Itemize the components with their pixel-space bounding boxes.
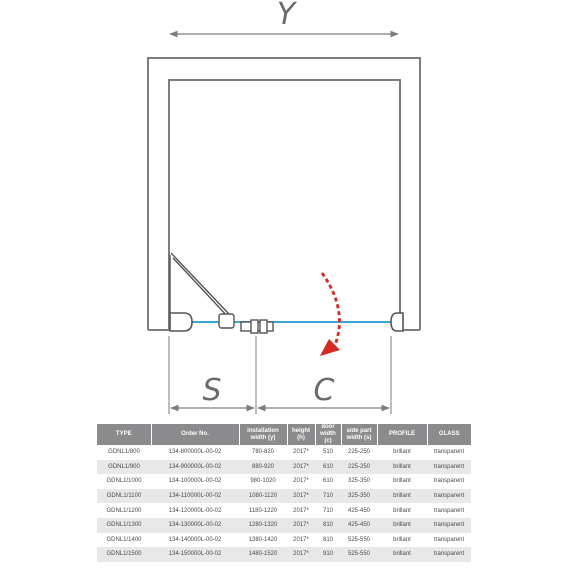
cell-height: 2017* — [287, 547, 315, 562]
door-width-label: C — [313, 373, 335, 408]
cell-type: GDNL1/1200 — [106, 507, 142, 514]
table-row — [97, 518, 471, 533]
cell-type: GDNL1/900 — [97, 460, 151, 475]
side-panel-hinge — [219, 314, 234, 328]
left-wall-profile — [170, 313, 192, 331]
cell-door-width: 910 — [315, 547, 341, 562]
cell-profile: brillant — [377, 518, 427, 533]
cell-type: GDNL1/1500 — [97, 547, 151, 562]
column-header-door-width: door width (c) — [315, 424, 341, 445]
cell-profile: brillant — [377, 489, 427, 504]
cell-height: 2017* — [287, 489, 315, 504]
cell-order-no: 134-150000L-00-02 — [151, 547, 239, 562]
cell-side-part-width: 425-450 — [341, 518, 377, 533]
cell-height: 2017* — [287, 460, 315, 475]
cell-type: GDNL1/1300 — [97, 518, 151, 533]
cell-height: 2017* — [293, 507, 309, 514]
cell-door-width: 710 — [322, 507, 333, 514]
door-width-dimension — [258, 373, 389, 408]
table-row — [97, 474, 471, 489]
cell-glass: transparent — [433, 449, 465, 456]
cell-order-no: 134-900000L-00-02 — [151, 460, 239, 475]
column-header-type: TYPE — [97, 424, 151, 445]
cell-side-part-width: 225-250 — [347, 449, 371, 456]
cell-installation-width: 1480-1520 — [239, 547, 287, 562]
cell-type: GDNL1/1000 — [106, 478, 142, 485]
handle-knob-left — [251, 320, 258, 333]
cell-order-no: 134-110000L-00-02 — [151, 489, 239, 504]
column-header-installation-width: installation width (y) — [239, 424, 287, 445]
cell-glass: transparent — [433, 478, 465, 485]
cell-door-width: 810 — [322, 536, 333, 543]
cell-glass: transparent — [433, 507, 465, 514]
side-part-width-dimension — [171, 373, 254, 408]
cell-door-width: 610 — [322, 478, 333, 485]
cell-side-part-width: 325-350 — [347, 478, 371, 485]
cell-profile: brillant — [377, 547, 427, 562]
door-handle — [241, 320, 273, 333]
cell-order-no: 134-120000L-00-02 — [168, 507, 222, 514]
cell-side-part-width: 325-350 — [341, 489, 377, 504]
cell-glass: transparent — [433, 536, 465, 543]
inner-wall-outline — [169, 80, 400, 330]
cell-profile: brillant — [377, 460, 427, 475]
cell-installation-width: 1380-1420 — [248, 536, 278, 543]
door-swing-arc — [322, 273, 339, 350]
side-part-width-label: S — [202, 373, 222, 408]
right-wall-profile — [391, 313, 403, 331]
cell-door-width: 610 — [315, 460, 341, 475]
door-swing-arrow — [320, 273, 340, 356]
cell-installation-width: 1080-1120 — [239, 489, 287, 504]
cell-order-no: 134-140000L-00-02 — [168, 536, 222, 543]
side-panel-edge-inner — [173, 258, 229, 318]
table-row — [97, 533, 471, 548]
cell-side-part-width: 425-450 — [347, 507, 371, 514]
cell-profile: brillant — [393, 449, 411, 456]
cell-side-part-width: 525-550 — [347, 536, 371, 543]
cell-glass: transparent — [427, 460, 471, 475]
cell-installation-width: 1280-1320 — [239, 518, 287, 533]
cell-height: 2017* — [293, 478, 309, 485]
cell-door-width: 710 — [315, 489, 341, 504]
cell-profile: brillant — [393, 536, 411, 543]
cell-height: 2017* — [293, 449, 309, 456]
cell-installation-width: 780-820 — [251, 449, 275, 456]
cell-installation-width: 1180-1220 — [248, 507, 278, 514]
cell-glass: transparent — [427, 518, 471, 533]
installation-width-label: Y — [276, 0, 296, 32]
cell-order-no: 134-130000L-00-02 — [151, 518, 239, 533]
column-header-height: height (h) — [287, 424, 315, 445]
table-row — [97, 503, 471, 518]
outer-wall-outline — [148, 58, 420, 330]
cell-order-no: 134-800000L-00-02 — [168, 449, 222, 456]
cell-installation-width: 880-920 — [239, 460, 287, 475]
cell-type: GDNL1/1400 — [106, 536, 142, 543]
cell-side-part-width: 225-250 — [341, 460, 377, 475]
column-header-side-part-width: side part width (s) — [341, 424, 377, 445]
product-spec-table — [97, 424, 471, 562]
cell-type: GDNL1/800 — [108, 449, 140, 456]
cell-glass: transparent — [427, 489, 471, 504]
installation-width-dimension — [170, 0, 398, 34]
cell-door-width: 810 — [315, 518, 341, 533]
column-header-order-no: Order No. — [151, 424, 239, 445]
shower-enclosure-frame — [148, 58, 420, 330]
table-row — [97, 460, 471, 475]
table-header-row — [97, 424, 471, 445]
cell-glass: transparent — [427, 547, 471, 562]
side-panel-edge-outer — [171, 253, 229, 314]
table-row — [97, 489, 471, 504]
cell-installation-width: 980-1020 — [250, 478, 276, 485]
table-row — [97, 445, 471, 460]
cell-profile: brillant — [393, 507, 411, 514]
column-header-glass: GLASS — [427, 424, 471, 445]
cell-profile: brillant — [393, 478, 411, 485]
cell-height: 2017* — [293, 536, 309, 543]
cell-type: GDNL1/1100 — [97, 489, 151, 504]
table-row — [97, 547, 471, 562]
cell-side-part-width: 525-550 — [341, 547, 377, 562]
handle-knob-right — [260, 320, 267, 333]
cell-order-no: 134-100000L-00-02 — [168, 478, 222, 485]
column-header-profile: PROFILE — [377, 424, 427, 445]
cell-door-width: 510 — [322, 449, 333, 456]
cell-height: 2017* — [287, 518, 315, 533]
